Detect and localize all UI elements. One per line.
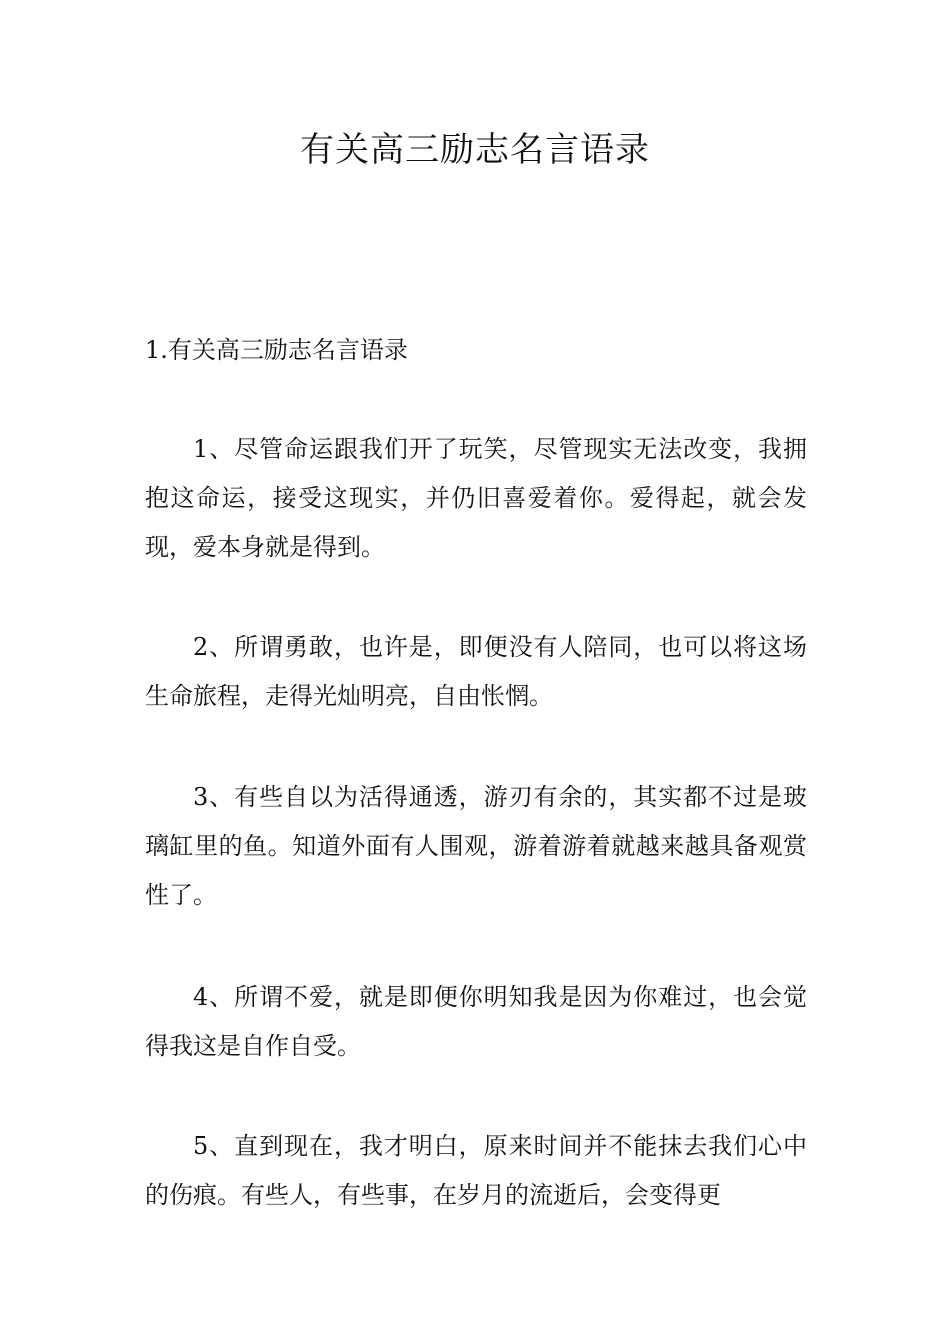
quote-paragraph-1: 1、尽管命运跟我们开了玩笑，尽管现实无法改变，我拥抱这命运，接受这现实，并仍旧喜爱着你。爱得起，就会发现，爱本身就是得到。 xyxy=(145,435,807,561)
quote-paragraph-4: 4、所谓不爱，就是即便你明知我是因为你难过，也会觉得我这是自作自受。 xyxy=(145,983,807,1060)
document-title: 有关高三励志名言语录 xyxy=(300,130,650,170)
section-heading: 1.有关高三励志名言语录 xyxy=(145,336,408,364)
quote-paragraph-3: 3、有些自以为活得通透，游刃有余的，其实都不过是玻璃缸里的鱼。知道外面有人围观，游着游着就越来越具备观赏性了。 xyxy=(145,783,807,909)
quote-paragraph-2: 2、所谓勇敢，也许是，即便没有人陪同，也可以将这场生命旅程，走得光灿明亮，自由怅惘。 xyxy=(145,633,807,710)
quote-paragraph-5: 5、直到现在，我才明白，原来时间并不能抹去我们心中的伤痕。有些人，有些事，在岁月的流逝后，会变得更 xyxy=(145,1132,807,1209)
